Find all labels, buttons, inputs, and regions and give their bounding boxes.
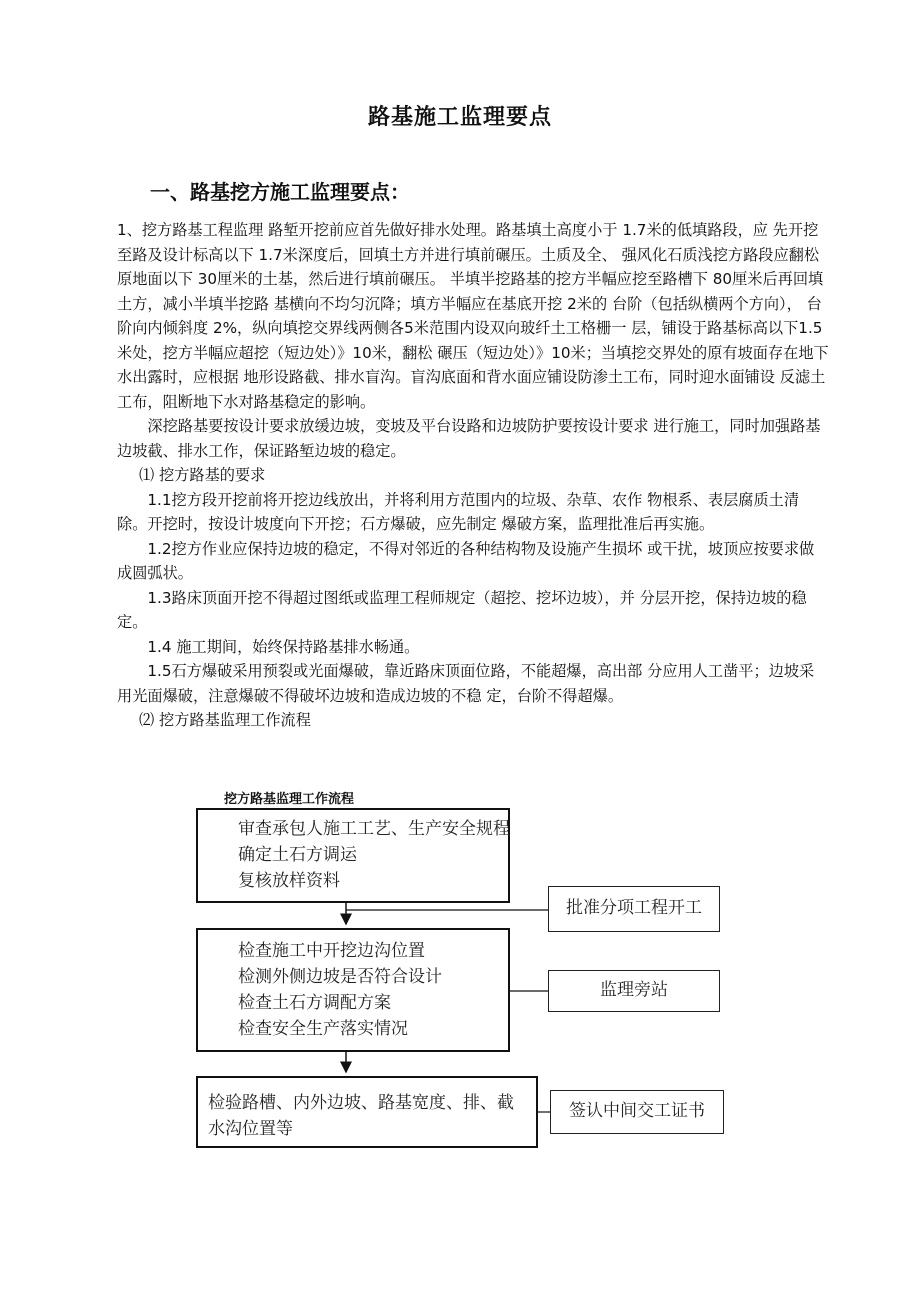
flow-box-line: 审查承包人施工工艺、生产安全规程 (238, 819, 510, 839)
flow-box-line: 检验路槽、内外边坡、路基宽度、排、截 (208, 1093, 514, 1113)
side-box-supervision: 监理旁站 (548, 970, 720, 1012)
item-1-4: 1.4 施工期间，始终保持路基排水畅通。 (147, 637, 420, 656)
item-1-3: 1.3路床顶面开挖不得超过图纸或监理工程师规定（超挖、挖坏边坡），并 分层开挖，保持边坡的稳定。 (117, 588, 807, 631)
flow-box-line: 检查土石方调配方案 (238, 993, 391, 1013)
flow-box-line: 检查施工中开挖边沟位置 (238, 941, 425, 961)
item-1-5: 1.5石方爆破采用预裂或光面爆破，靠近路床顶面位路，不能超爆，高出部 分应用人工凿平；边坡采用光面爆破，注意爆破不得破坏边坡和造成边坡的不稳 定，台阶不得超爆。 (117, 662, 815, 705)
flow-box-line: 确定土石方调运 (238, 845, 357, 865)
item-1-2: 1.2挖方作业应保持边坡的稳定，不得对邻近的各种结构物及设施产生损坏 或干扰，坡顶应按要求做成圆弧状。 (117, 539, 815, 582)
flow-box-line: 检查安全生产落实情况 (238, 1019, 408, 1039)
paragraph-excavation-overview: 1、挖方路基工程监理 路堑开挖前应首先做好排水处理。路基填土高度小于 1.7米的低填路段，应 先开挖至路及设计标高以下 1.7米深度后，回填土方并进行填前碾压。土质及全、 强风化石质浅挖方路段应翻松原地面以下 30厘米的土基，然后进行填前碾压。 半填半挖路基的挖方半幅应挖至路槽下 80厘米后再回填土方，减小半填半挖路 基横向不均匀沉降；填方半幅应在基底开挖 2米的 台阶（包括纵横两个方向）， 台阶向内倾斜度 2%，纵向填挖交界线两侧各5米范围内设双向玻纤土工格栅一 层，铺设于路基标高以下1.5米处，挖方半幅应超挖（短边处）》10米，翻松 碾压（短边处）》10米；当填挖交界处的原有坡面存在地下水出露时，应根据 地形设路截、排水盲沟。盲沟底面和背水面应铺设防渗土工布，同时迎水面铺设 反滤土工布，阻断地下水对路基稳定的影响。 (117, 221, 829, 411)
side-box-approve-start: 批准分项工程开工 (548, 886, 720, 932)
item-1-1: 1.1挖方段开挖前将开挖边线放出，并将利用方范围内的垃圾、杂草、农作 物根系、表层腐质土清除。开挖时，按设计坡度向下开挖；石方爆破，应先制定 爆破方案，监理批准后再实施。 (117, 490, 800, 533)
section-heading: 一、路基挖方施工监理要点： (150, 180, 410, 204)
subsection-title-requirements: ⑴ 挖方路基的要求 (139, 466, 266, 484)
flow-box-line: 水沟位置等 (208, 1119, 293, 1139)
flow-box-acceptance (196, 1076, 538, 1148)
side-box-sign-certificate: 签认中间交工证书 (550, 1090, 724, 1134)
subsection-title-workflow: ⑵ 挖方路基监理工作流程 (139, 711, 311, 729)
flow-box-line: 检测外侧边坡是否符合设计 (238, 967, 442, 987)
paragraph-deep-excavation: 深挖路基要按设计要求放缓边坡，变坡及平台设路和边坡防护要按设计要求 进行施工，同时加强路基边坡截、排水工作，保证路堑边坡的稳定。 (117, 417, 821, 460)
flow-box-line: 复核放样资料 (238, 871, 340, 891)
flowchart-title: 挖方路基监理工作流程 (224, 792, 355, 807)
flow-box-preparation (196, 808, 510, 903)
flow-box-inspection (196, 928, 510, 1052)
document-title: 路基施工监理要点 (367, 105, 552, 130)
